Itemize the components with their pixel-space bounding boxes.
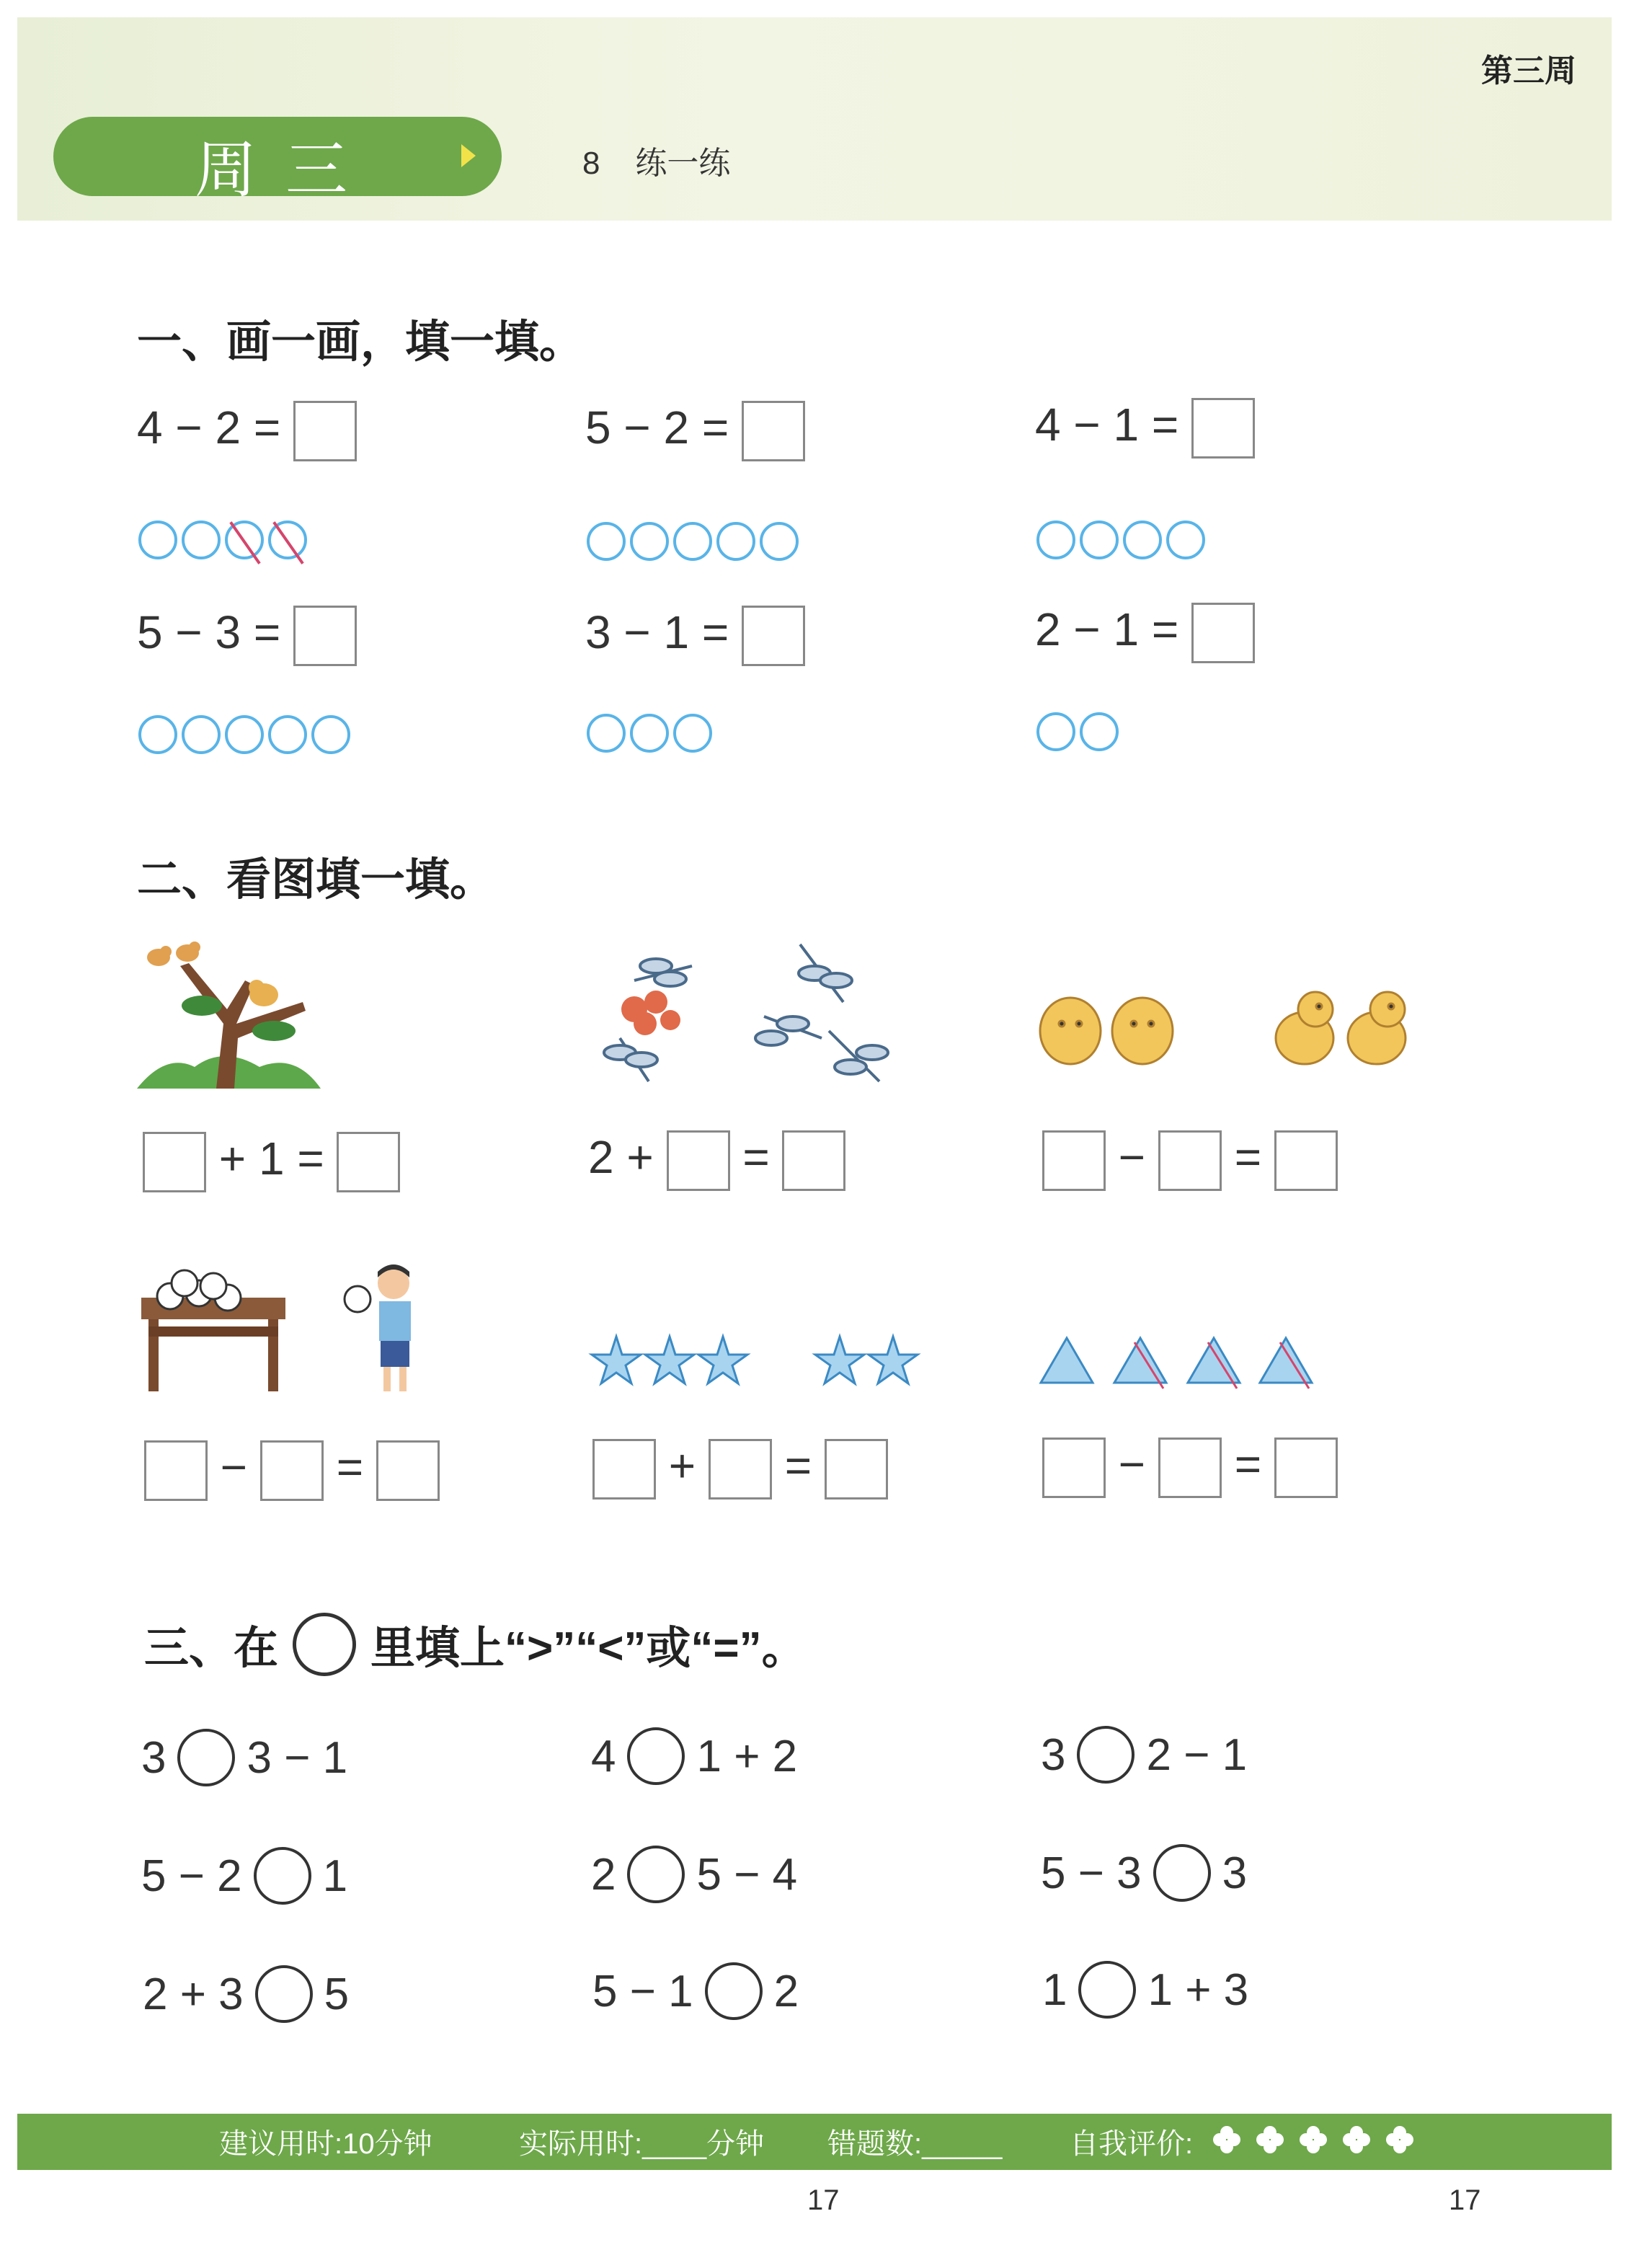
answer-box[interactable] [293,401,357,461]
s1-expr: 5 − 2 = [585,402,729,453]
s2-equation-6 [1042,1438,1338,1498]
circle-icon [673,522,712,561]
bird-icon [176,942,200,962]
eq-operator: − [1118,1131,1146,1183]
answer-box[interactable] [742,606,805,666]
lesson-heading [582,137,730,183]
compare-circle[interactable] [255,1965,313,2023]
star-icon [592,1337,641,1383]
circle-icon [293,1613,356,1676]
s1-expr: 4 − 1 = [1035,399,1179,451]
s1-expr: 4 − 2 = [137,402,281,453]
triangles-picture [1041,1335,1329,1393]
flower-icon [1300,2126,1327,2153]
s1-equation-4 [137,606,357,666]
circle-icon [587,714,626,753]
flower-icon [1256,2126,1284,2153]
circle-icon [182,715,221,754]
section3-title [144,1612,807,1676]
compare-circle[interactable] [254,1847,311,1905]
lesson-number: 8 [582,146,600,181]
compare-6 [1041,1844,1247,1902]
chick-icon [1276,992,1333,1064]
crossed-circle-icon [225,521,264,559]
compare-left: 3 [1041,1729,1066,1780]
compare-7 [143,1965,349,2023]
section2-title: 二、看图填一填。 [137,855,495,905]
flower-icon [1213,2126,1240,2153]
compare-left: 1 [1042,1964,1067,2015]
eq-operator: = [742,1131,770,1183]
s2-equation-2 [588,1130,845,1191]
s1-equation-3 [1035,398,1255,459]
circle-icon [138,715,177,754]
dragonfly-icon [634,959,692,986]
answer-box[interactable] [1158,1130,1222,1191]
dragonfly-icon [829,1031,888,1081]
circle-icon [1166,521,1205,559]
answer-box[interactable] [376,1440,440,1501]
answer-box[interactable] [742,401,805,461]
page-number: 17 [807,2184,840,2216]
crossed-circle-icon [268,521,307,559]
answer-box[interactable] [667,1130,730,1191]
s1-equation-6 [1035,603,1255,663]
compare-circle[interactable] [177,1729,235,1786]
suggested-time: 建议用时:10分钟 [219,2128,432,2160]
compare-right: 1 + 3 [1147,1964,1249,2015]
balls-table-boy-picture [141,1262,437,1399]
answer-box[interactable] [144,1440,208,1501]
compare-circle[interactable] [627,1727,685,1785]
ball-icon [200,1273,226,1299]
compare-8 [592,1962,799,2020]
s2-equation-5 [592,1439,888,1500]
ball-icon [172,1270,197,1296]
answer-box[interactable] [337,1132,400,1192]
compare-4 [141,1847,347,1905]
eq-operator: 2 + [588,1131,654,1183]
compare-9 [1042,1961,1248,2019]
compare-right: 2 [773,1966,799,2016]
compare-left: 2 + 3 [143,1969,244,2019]
circle-icon [1036,712,1075,751]
day-label: 周三 [195,136,376,205]
compare-2 [591,1727,797,1785]
s1-equation-1 [137,401,357,461]
chick-icon [1040,998,1101,1064]
s1-circles-4 [138,715,355,754]
compare-left: 5 − 2 [141,1851,242,1901]
answer-box[interactable] [260,1440,324,1501]
s1-equation-5 [585,606,805,666]
compare-right: 3 [1222,1848,1248,1898]
circle-icon [182,521,221,559]
bird-icon [249,980,278,1006]
s1-expr: 2 − 1 = [1035,603,1179,655]
error-count: 错题数:_____ [827,2128,1003,2160]
self-evaluation: 自我评价: [1070,2128,1194,2160]
circle-icon [1123,521,1162,559]
circle-icon [1080,521,1119,559]
s1-circles-1 [138,521,311,559]
flower-icon [1343,2126,1370,2153]
circle-icon [587,522,626,561]
answer-box[interactable] [825,1439,888,1500]
s1-circles-5 [587,714,716,753]
eq-operator: = [1234,1131,1262,1183]
compare-circle[interactable] [1078,1961,1136,2019]
circle-icon [1036,521,1075,559]
section1-title: 一、画一画，填一填。 [137,317,585,367]
answer-box[interactable] [1042,1130,1106,1191]
week-label: 第三周 [1481,53,1576,89]
compare-right: 1 + 2 [696,1731,798,1781]
flower-icon [1386,2126,1413,2153]
circle-icon [630,522,669,561]
compare-right: 3 − 1 [247,1732,348,1783]
s1-expr: 5 − 3 = [137,606,281,658]
compare-3 [1041,1726,1247,1784]
answer-box[interactable] [709,1439,772,1500]
compare-circle[interactable] [705,1962,763,2020]
answer-box[interactable] [1274,1130,1338,1191]
compare-left: 5 − 3 [1041,1848,1142,1898]
dragonflies-picture [591,937,901,1089]
compare-left: 4 [591,1731,616,1781]
footer-bar [17,2114,1612,2170]
answer-box[interactable] [293,606,357,666]
circle-icon [225,715,264,754]
circle-icon [673,714,712,753]
circle-icon [1080,712,1119,751]
chicks-picture [1038,980,1420,1089]
eq-operator: = [336,1441,364,1493]
compare-1 [141,1729,347,1786]
section3-title-pre: 三、在 [144,1624,279,1673]
page-number: 17 [1449,2184,1481,2216]
circle-icon [760,522,799,561]
crossed-triangle-icon [1114,1338,1166,1383]
compare-left: 2 [591,1849,616,1900]
answer-box[interactable] [1191,398,1255,459]
answer-box[interactable] [143,1132,206,1192]
star-icon [815,1337,864,1383]
s2-equation-4 [144,1440,440,1501]
compare-circle[interactable] [627,1846,685,1903]
dragonfly-icon [755,1016,822,1045]
compare-circle[interactable] [1153,1844,1211,1902]
answer-box[interactable] [1158,1438,1222,1498]
s1-circles-2 [587,522,803,561]
chick-icon [1112,998,1173,1064]
eq-operator: + [668,1440,696,1492]
answer-box[interactable] [782,1130,845,1191]
arrow-right-icon [461,144,476,167]
chick-icon [1348,992,1406,1064]
dragonfly-icon [799,944,852,1002]
eq-operator: − [1118,1438,1146,1490]
star-icon [645,1337,694,1383]
dragonfly-icon [604,1038,657,1081]
boy-icon [345,1264,411,1391]
compare-left: 3 [141,1732,166,1783]
crossed-triangle-icon [1188,1338,1240,1383]
circle-icon [268,715,307,754]
answer-box[interactable] [1274,1438,1338,1498]
compare-right: 2 − 1 [1146,1729,1248,1780]
eq-operator: − [220,1441,248,1493]
s1-circles-6 [1036,712,1123,751]
crossed-triangle-icon [1260,1338,1312,1383]
compare-right: 5 − 4 [696,1849,798,1900]
compare-left: 5 − 1 [592,1966,693,2016]
bird-icon [147,946,172,966]
flower-rating[interactable] [1211,2124,1427,2160]
s1-equation-2 [585,401,805,461]
circle-icon [630,714,669,753]
s1-expr: 3 − 1 = [585,606,729,658]
circle-icon [138,521,177,559]
triangle-icon [1041,1338,1093,1383]
lesson-title: 练一练 [635,146,731,181]
answer-box[interactable] [1042,1438,1106,1498]
s1-circles-3 [1036,521,1209,559]
eq-operator: + 1 = [218,1133,324,1184]
compare-circle[interactable] [1077,1726,1135,1784]
circle-icon [716,522,755,561]
star-icon [869,1337,918,1383]
eq-operator: = [784,1440,812,1492]
star-icon [698,1337,747,1383]
answer-box[interactable] [592,1439,656,1500]
section3-title-post: 里填上“>”“<”或“=”。 [370,1624,807,1673]
eq-operator: = [1234,1438,1262,1490]
s2-equation-1 [143,1132,400,1192]
birds-on-tree-picture [137,937,324,1089]
compare-right: 1 [322,1851,348,1901]
compare-right: 5 [324,1969,350,2019]
answer-box[interactable] [1191,603,1255,663]
circle-icon [311,715,350,754]
actual-time: 实际用时:____分钟 [519,2128,765,2160]
compare-5 [591,1846,797,1903]
s2-equation-3 [1042,1130,1338,1191]
stars-picture [591,1335,930,1393]
